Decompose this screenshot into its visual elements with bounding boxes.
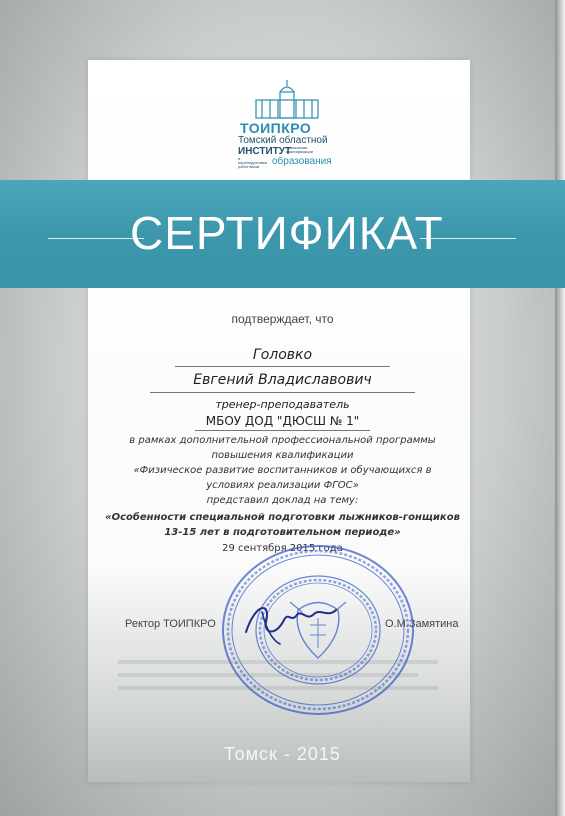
program-title-2: условиях реализации ФГОС» bbox=[206, 480, 359, 491]
logo-line-3: образования bbox=[272, 156, 332, 167]
program-line-2: повышения квалификации bbox=[211, 450, 354, 461]
surname-underline bbox=[175, 366, 390, 367]
certificate-title: СЕРТИФИКАТ bbox=[130, 207, 444, 259]
rector-name: О.М.Замятина bbox=[385, 618, 459, 630]
logo-line-1: Томский областной bbox=[238, 135, 328, 146]
report-title-1: «Особенности специальной подготовки лыжников-гонщиков bbox=[105, 512, 460, 523]
recipient-surname: Головко bbox=[252, 347, 313, 363]
logo-small-text-2: и переподготовки работников bbox=[238, 156, 268, 169]
city-year: Томск - 2015 bbox=[224, 744, 341, 764]
recipient-given-names: Евгений Владиславович bbox=[193, 372, 372, 388]
report-title-2: 13-15 лет в подготовительном периоде» bbox=[164, 527, 401, 538]
logo-line-2: ИНСТИТУТ bbox=[238, 146, 292, 157]
rector-title: Ректор ТОИПКРО bbox=[125, 618, 216, 630]
program-line-1: в рамках дополнительной профессиональной программы bbox=[129, 435, 436, 446]
signature-icon bbox=[236, 592, 356, 652]
program-title-1: «Физическое развитие воспитанников и обучающихся в bbox=[133, 465, 432, 476]
organization-underline bbox=[195, 430, 370, 431]
logo-small-text: повышения квалификации bbox=[286, 145, 313, 154]
name-underline bbox=[150, 392, 415, 393]
report-intro: представил доклад на тему: bbox=[206, 495, 359, 506]
issue-date: 29 сентября 2015 года bbox=[222, 543, 343, 554]
confirms-text: подтверждает, что bbox=[231, 312, 334, 326]
logo-abbreviation: ТОИПКРО bbox=[240, 120, 312, 136]
recipient-position: тренер-преподаватель bbox=[215, 398, 350, 411]
recipient-organization: МБОУ ДОД "ДЮСШ № 1" bbox=[205, 414, 360, 428]
